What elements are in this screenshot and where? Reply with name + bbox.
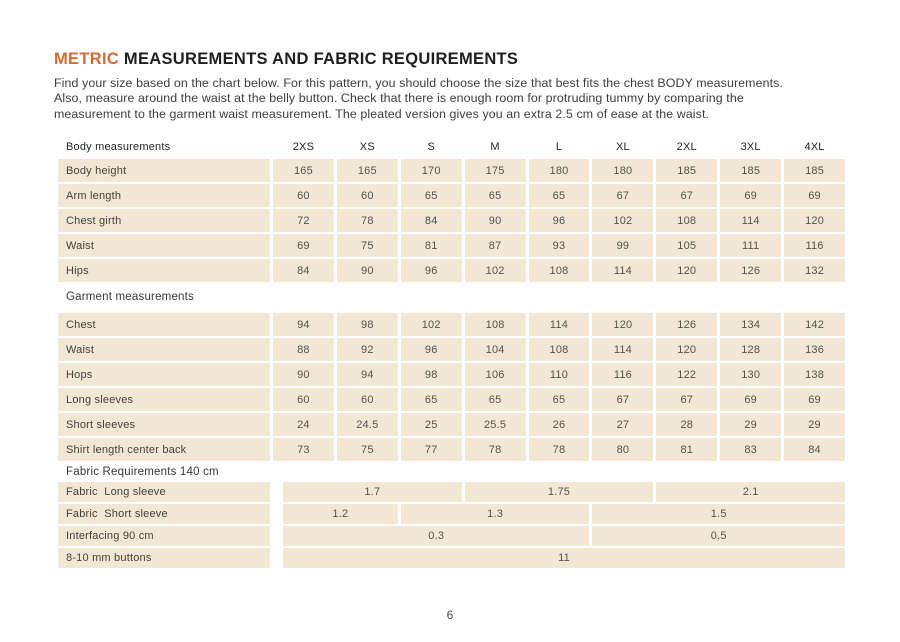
measurement-value: 110 xyxy=(529,363,590,386)
page-number: 6 xyxy=(446,608,454,622)
measurement-value: 105 xyxy=(656,234,717,257)
measurement-value: 138 xyxy=(784,363,845,386)
table-row xyxy=(58,548,845,568)
measurement-value: 185 xyxy=(656,159,717,182)
measurement-value: 25.5 xyxy=(465,413,526,436)
measurement-value: 88 xyxy=(273,338,334,361)
measurement-value: 94 xyxy=(337,363,398,386)
size-column-header: XL xyxy=(615,141,630,154)
table-row xyxy=(58,388,845,411)
measurement-value: 83 xyxy=(720,438,781,461)
measurement-value: 98 xyxy=(337,313,398,336)
measurement-value: 96 xyxy=(401,338,462,361)
row-label: Hips xyxy=(58,259,270,282)
size-column-header: S xyxy=(427,141,435,154)
size-column-header: 2XL xyxy=(676,141,697,154)
row-label: Interfacing 90 cm xyxy=(58,526,270,546)
measurement-value: 65 xyxy=(529,184,590,207)
size-column-header: 3XL xyxy=(740,141,761,154)
measurement-value: 165 xyxy=(337,159,398,182)
measurement-value: 60 xyxy=(337,184,398,207)
size-column-header: 2XS xyxy=(292,141,315,154)
measurement-value: 116 xyxy=(592,363,653,386)
fabric-requirements-rows xyxy=(58,482,845,568)
measurement-value: 170 xyxy=(401,159,462,182)
measurement-value: 60 xyxy=(337,388,398,411)
measurement-value: 102 xyxy=(401,313,462,336)
measurement-value: 93 xyxy=(529,234,590,257)
row-label: Short sleeves xyxy=(58,413,270,436)
measurement-value: 114 xyxy=(529,313,590,336)
row-label: 8-10 mm buttons xyxy=(58,548,270,568)
measurement-value: 67 xyxy=(656,388,717,411)
size-column-header: XS xyxy=(359,141,375,154)
measurement-value: 84 xyxy=(273,259,334,282)
garment-measurements-rows xyxy=(58,313,845,461)
fabric-value: 0.3 xyxy=(283,526,589,546)
measurement-value: 116 xyxy=(784,234,845,257)
fabric-value: 2.1 xyxy=(656,482,845,502)
measurement-value: 69 xyxy=(720,184,781,207)
measurement-value: 69 xyxy=(784,388,845,411)
measurement-value: 87 xyxy=(465,234,526,257)
measurement-value: 65 xyxy=(465,184,526,207)
table-row xyxy=(58,438,845,461)
measurement-value: 60 xyxy=(273,184,334,207)
title-highlight: METRIC xyxy=(54,50,120,68)
measurement-value: 78 xyxy=(529,438,590,461)
measurement-value: 73 xyxy=(273,438,334,461)
table-row xyxy=(58,482,845,502)
measurement-value: 102 xyxy=(465,259,526,282)
measurement-value: 108 xyxy=(529,338,590,361)
size-header-label: Body measurements xyxy=(66,141,171,154)
size-column-header: L xyxy=(555,141,563,154)
intro-paragraph xyxy=(54,76,844,122)
row-label: Hops xyxy=(58,363,270,386)
table-row xyxy=(58,363,845,386)
measurement-value: 90 xyxy=(337,259,398,282)
fabric-value: 1.2 xyxy=(283,504,398,524)
measurement-value: 27 xyxy=(592,413,653,436)
measurement-value: 81 xyxy=(656,438,717,461)
measurement-value: 120 xyxy=(592,313,653,336)
measurement-value: 185 xyxy=(720,159,781,182)
measurement-value: 75 xyxy=(337,234,398,257)
size-header-row xyxy=(58,139,845,155)
measurement-value: 122 xyxy=(656,363,717,386)
row-label: Long sleeves xyxy=(58,388,270,411)
row-label: Fabric Short sleeve xyxy=(58,504,270,524)
measurement-value: 92 xyxy=(337,338,398,361)
measurement-value: 111 xyxy=(720,234,781,257)
measurement-value: 108 xyxy=(656,209,717,232)
measurement-value: 120 xyxy=(784,209,845,232)
fabric-value: 1.3 xyxy=(401,504,590,524)
measurement-value: 65 xyxy=(529,388,590,411)
fabric-value: 1.75 xyxy=(465,482,654,502)
row-label: Arm length xyxy=(58,184,270,207)
measurement-value: 99 xyxy=(592,234,653,257)
measurement-value: 120 xyxy=(656,259,717,282)
measurement-value: 65 xyxy=(401,388,462,411)
measurement-value: 136 xyxy=(784,338,845,361)
measurement-value: 96 xyxy=(529,209,590,232)
measurement-value: 78 xyxy=(337,209,398,232)
size-column-header: M xyxy=(490,141,500,154)
size-column-header: 4XL xyxy=(804,141,825,154)
measurement-value: 106 xyxy=(465,363,526,386)
measurement-value: 98 xyxy=(401,363,462,386)
measurement-value: 114 xyxy=(592,259,653,282)
intro-line: measurement to the garment waist measurement. The pleated version gives you an extra 2.5 cm of ease at the waist. xyxy=(54,106,710,121)
measurement-value: 24 xyxy=(273,413,334,436)
measurement-value: 114 xyxy=(592,338,653,361)
measurement-value: 65 xyxy=(465,388,526,411)
measurement-value: 142 xyxy=(784,313,845,336)
measurement-value: 90 xyxy=(465,209,526,232)
intro-line: Find your size based on the chart below. For this pattern, you should choose the size that best fits the chest BODY measurements. xyxy=(54,76,783,90)
measurement-value: 81 xyxy=(401,234,462,257)
measurement-value: 126 xyxy=(656,313,717,336)
garment-section-label: Garment measurements xyxy=(66,291,194,304)
measurement-value: 104 xyxy=(465,338,526,361)
measurement-value: 69 xyxy=(784,184,845,207)
measurement-value: 29 xyxy=(784,413,845,436)
row-label: Waist xyxy=(58,338,270,361)
measurement-value: 94 xyxy=(273,313,334,336)
measurement-value: 24.5 xyxy=(337,413,398,436)
table-row xyxy=(58,504,845,524)
measurement-value: 78 xyxy=(465,438,526,461)
measurement-value: 90 xyxy=(273,363,334,386)
table-row xyxy=(58,338,845,361)
fabric-value: 1.7 xyxy=(283,482,462,502)
measurement-value: 108 xyxy=(529,259,590,282)
fabric-value: 11 xyxy=(283,548,845,568)
row-label: Shirt length center back xyxy=(58,438,270,461)
measurement-value: 80 xyxy=(592,438,653,461)
intro-line: Also, measure around the waist at the belly button. Check that there is enough room for protruding tummy by comparing the xyxy=(54,91,744,106)
measurements-table xyxy=(58,139,845,568)
measurement-value: 28 xyxy=(656,413,717,436)
measurement-value: 60 xyxy=(273,388,334,411)
table-row xyxy=(58,413,845,436)
body-measurements-rows xyxy=(58,159,845,282)
fabric-section-label: Fabric Requirements 140 cm xyxy=(66,466,219,479)
page-title xyxy=(54,50,900,69)
table-row xyxy=(58,184,845,207)
measurement-value: 72 xyxy=(273,209,334,232)
measurement-value: 84 xyxy=(401,209,462,232)
measurement-value: 185 xyxy=(784,159,845,182)
table-row xyxy=(58,159,845,182)
row-label: Chest girth xyxy=(58,209,270,232)
row-label: Waist xyxy=(58,234,270,257)
measurement-value: 75 xyxy=(337,438,398,461)
table-row xyxy=(58,259,845,282)
measurement-value: 77 xyxy=(401,438,462,461)
measurement-value: 96 xyxy=(401,259,462,282)
table-row xyxy=(58,526,845,546)
measurement-value: 25 xyxy=(401,413,462,436)
title-rest: MEASUREMENTS AND FABRIC REQUIREMENTS xyxy=(119,50,519,68)
row-label: Fabric Long sleeve xyxy=(58,482,270,502)
measurement-value: 128 xyxy=(720,338,781,361)
table-row xyxy=(58,209,845,232)
table-row xyxy=(58,234,845,257)
measurement-value: 165 xyxy=(273,159,334,182)
measurement-value: 114 xyxy=(720,209,781,232)
measurement-value: 65 xyxy=(401,184,462,207)
measurement-value: 84 xyxy=(784,438,845,461)
measurement-value: 102 xyxy=(592,209,653,232)
measurement-value: 67 xyxy=(656,184,717,207)
measurement-value: 26 xyxy=(529,413,590,436)
fabric-value: 1.5 xyxy=(592,504,845,524)
measurement-value: 180 xyxy=(592,159,653,182)
measurement-value: 134 xyxy=(720,313,781,336)
measurement-value: 69 xyxy=(720,388,781,411)
measurement-value: 67 xyxy=(592,184,653,207)
measurement-value: 120 xyxy=(656,338,717,361)
row-label: Chest xyxy=(58,313,270,336)
measurement-value: 69 xyxy=(273,234,334,257)
measurement-value: 180 xyxy=(529,159,590,182)
measurement-value: 108 xyxy=(465,313,526,336)
measurement-value: 175 xyxy=(465,159,526,182)
measurement-value: 130 xyxy=(720,363,781,386)
measurement-value: 132 xyxy=(784,259,845,282)
measurement-value: 67 xyxy=(592,388,653,411)
row-label: Body height xyxy=(58,159,270,182)
fabric-value: 0.5 xyxy=(592,526,845,546)
measurement-value: 126 xyxy=(720,259,781,282)
table-row xyxy=(58,313,845,336)
measurement-value: 29 xyxy=(720,413,781,436)
